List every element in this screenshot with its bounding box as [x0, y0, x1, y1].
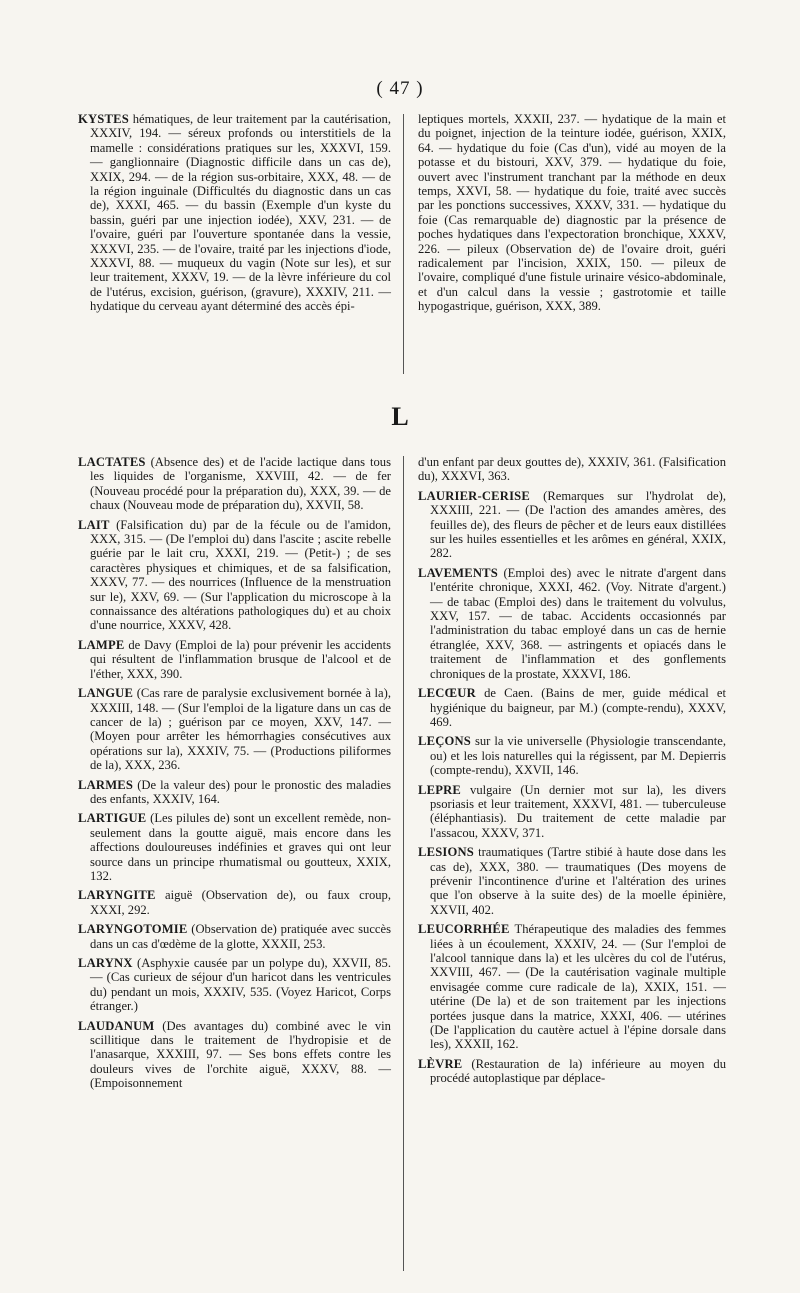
- entry-headword: LAVEMENTS: [418, 565, 498, 580]
- index-entry: [78, 518, 391, 633]
- entry-text: (Absence des) et de l'acide lactique dans tous les liquides de l'organisme, XXVIII, 42. — de fer (Nouveau procédé pour la préparation du), XXX, 39. — de chaux (Nouveau mode de préparation du), XXVII, 58.: [90, 455, 391, 513]
- entry-text: (Emploi des) avec le nitrate d'argent dans l'entérite chronique, XXXI, 462. (Voy. Nitrate d'argent.) — de tabac (Emploi des) dans le traitement du volvulus, XXV, 157. — de tabac. Accidents occasionnés par l'administration du tabac employé dans un cas de hernie étranglée, XXV, 368. — astringents et opiacés dans le traitement de l'inflammation et des gonflements chroniques de la prostate, XXXVI, 186.: [430, 565, 726, 681]
- index-entry: [418, 1057, 726, 1086]
- column-divider: [403, 456, 404, 1271]
- entry-text: (De la valeur des) pour le pronostic des maladies des enfants, XXXIV, 164.: [90, 777, 391, 806]
- entry-headword: LÈVRE: [418, 1056, 463, 1071]
- entry-text: d'un enfant par deux gouttes de), XXXIV, 361. (Falsification du), XXXVI, 363.: [418, 455, 726, 484]
- index-entry: [78, 638, 391, 681]
- index-entry: [78, 922, 391, 951]
- index-entry: [418, 489, 726, 561]
- page-number: ( 47 ): [376, 78, 424, 99]
- index-entry: [418, 455, 726, 484]
- index-column-top-right: [418, 112, 726, 319]
- entry-text: (Falsification du) par de la fécule ou de l'amidon, XXX, 315. — (De l'emploi du) dans l'ascite ; ascite rebelle guérie par le lait cru, XXXI, 219. — (Petit-) ; de ses caractères physiques et chimiques, et de sa falsification, XXXV, 77. — des nourrices (Influence de la menstruation sur le), XXV, 69. — (Sur l'application du microscope à la connaissance des altérations pathologiques du) et au choix d'une nourrice, XXXV, 428.: [90, 517, 391, 633]
- section-letter: L: [391, 402, 409, 431]
- entry-text: (Des avantages du) combiné avec le vin scillitique dans le traitement de l'hydropisie et de l'anasarque, XXXIII, 97. — Ses bons effets contre les douleurs vives de l'orchite aiguë, XXXV, 88. — (Empoisonnement: [90, 1018, 391, 1091]
- index-entry: [78, 112, 391, 314]
- entry-headword: LEUCORRHÉE: [418, 922, 510, 937]
- entry-text: leptiques mortels, XXXII, 237. — hydatique de la main et du poignet, injection de la teinture iodée, guérison, XXIX, 64. — hydatique du foie (Cas d'un), vidé au moyen de la potasse et du bistouri, XXV, 379. — hydatique du foie, ouvert avec l'instrument tranchant par la méthode en deux temps, XXVI, 58. — hydatique du foie, traité avec succès par les ponctions successives, XXXV, 331. — hydatique du foie (Cas remarquable de) diagnostic par la présence de poches hydatiques dans l'expectoration bronchique, XXXV, 226. — pileux (Observation de) de l'ovaire droit, guéri radicalement par l'incision, XXIX, 150. — pileux de l'ovaire, compliqué d'une fistule urinaire vésico-abdominale, et d'un calcul dans la vessie ; gastrotomie et taille hypogastrique, guérison, XXX, 389.: [418, 112, 726, 314]
- entry-headword: LARYNX: [78, 956, 133, 970]
- entry-headword: LEÇONS: [418, 734, 471, 749]
- index-entry: [78, 778, 391, 807]
- entry-headword: LACTATES: [78, 455, 146, 469]
- entry-text: (Les pilules de) sont un excellent remède, non-seulement dans la goutte aiguë, mais encore dans les affections douloureuses indéfinies et graves qui ont leur source dans un principe rhumatismal ou goutteux, XXIX, 132.: [90, 811, 392, 883]
- entry-text: traumatiques (Tartre stibié à haute dose dans les cas de), XXX, 380. — traumatiques (Des moyens de prévenir l'incontinence d'urine et l'altération des urines que l'on observe à la suite des) de la moelle épinière, XXVII, 402.: [430, 845, 726, 917]
- index-entry: [78, 455, 391, 513]
- entry-text: (Observation de) pratiquée avec succès dans un cas d'œdème de la glotte, XXXII, 253.: [90, 922, 391, 951]
- entry-text: vulgaire (Un dernier mot sur la), les divers psoriasis et leur traitement, XXXVI, 481. — tuberculeuse (éléphantiasis). Du traitement de cette maladie par l'assacou, XXXV, 371.: [430, 782, 726, 840]
- entry-headword: LAMPE: [78, 637, 125, 652]
- entry-headword: LARYNGITE: [78, 888, 156, 903]
- entry-headword: LARYNGOTOMIE: [78, 922, 188, 937]
- index-entry: [418, 734, 726, 777]
- entry-text: (Remarques sur l'hydrolat de), XXXIII, 221. — (De l'action des amandes amères, des feuilles de), des fleurs de pêcher et de leurs eaux distillées sur les huiles essentielles et les arômes en général, XXIX, 282.: [430, 488, 726, 561]
- index-entry: [418, 845, 726, 917]
- index-column-top-left: [78, 112, 391, 319]
- index-entry: [418, 686, 726, 729]
- entry-headword: LECŒUR: [418, 686, 476, 701]
- entry-headword: LANGUE: [78, 686, 134, 701]
- entry-text: de Davy (Emploi de la) pour prévenir les accidents qui résultent de l'inflammation brusque de l'alcool et de l'éther, XXX, 390.: [90, 637, 391, 681]
- entry-headword: LARTIGUE: [78, 811, 147, 826]
- index-entry: [78, 686, 391, 772]
- entry-headword: LARMES: [78, 777, 134, 792]
- entry-text: sur la vie universelle (Physiologie transcendante, ou) et les lois naturelles qui la régissent, par M. Depierris (compte-rendu), XXVII, 146.: [430, 734, 726, 778]
- entry-text: (Cas rare de paralysie exclusivement bornée à la), XXXIII, 148. — (Sur l'emploi de la ligature dans un cas de cancer de la) ; guérison par ce moyen, XXV, 147. — (Moyen pour arrêter les hémorrhagies consécutives aux opérations sur la), XXXIV, 75. — (Productions piliformes de la), XXX, 236.: [90, 686, 391, 773]
- entry-headword: LESIONS: [418, 845, 474, 860]
- entry-text: aiguë (Observation de), ou faux croup, XXXI, 292.: [90, 888, 391, 917]
- entry-headword: LEPRE: [418, 782, 461, 797]
- index-entry: [418, 783, 726, 841]
- entry-text: Thérapeutique des maladies des femmes liées à un écoulement, XXXIV, 24. — (Sur l'emploi de l'alcool tannique dans la) et les ulcères du col de l'utérus, XXVIII, 467. — (De la cautérisation vaginale multiple envisagée comme cure radicale de la), XXIX, 151. — utérine (De la) et de son traitement par les injections portées jusque dans la matrice, XXXI, 406. — utérines (De l'application du cautère actuel à l'épine dorsale dans les), XXXII, 162.: [430, 922, 726, 1052]
- index-column-bottom-right: [418, 455, 726, 1091]
- index-entry: [78, 1019, 391, 1091]
- index-entry: [418, 112, 726, 314]
- column-divider: [403, 114, 404, 374]
- entry-text: hématiques, de leur traitement par la cautérisation, XXXIV, 194. — séreux profonds ou interstitiels de la mamelle : considérations pratiques sur les, XXXVI, 159. — ganglionnaire (Diagnostic difficile dans un cas de), XXIX, 294. — de la région sus-orbitaire, XXX, 48. — de la région inguinale (Difficultés du diagnostic dans un cas de), XXXI, 465. — du bassin (Exemple d'un kyste du bassin, guéri par une injection iodée), XXV, 231. — de l'ovaire, guéri par l'ouverture spontanée dans la vessie, XXXVI, 235. — de l'ovaire, traité par les injections d'iode, XXXVI, 88. — muqueux du vagin (Note sur les), et sur leur traitement, XXXV, 19. — de la lèvre inférieure du col de l'utérus, excision, guérison, (gravure), XXXIV, 211. — hydatique du cerveau ayant déterminé des accès épi-: [90, 112, 391, 314]
- entry-headword: KYSTES: [78, 112, 129, 126]
- index-column-bottom-left: [78, 455, 391, 1096]
- entry-headword: LAURIER-CERISE: [418, 488, 530, 503]
- entry-headword: LAIT: [78, 517, 110, 532]
- index-entry: [418, 566, 726, 681]
- index-entry: [78, 811, 391, 883]
- index-entry: [78, 888, 391, 917]
- entry-headword: LAUDANUM: [78, 1018, 155, 1033]
- index-entry: [78, 956, 391, 1014]
- index-entry: [418, 922, 726, 1052]
- entry-text: (Restauration de la) inférieure au moyen du procédé autoplastique par déplace-: [430, 1056, 726, 1086]
- entry-text: de Caen. (Bains de mer, guide médical et hygiénique du baigneur, par M.) (compte-rendu), XXXV, 469.: [430, 686, 726, 729]
- entry-text: (Asphyxie causée par un polype du), XXVII, 85. — (Cas curieux de séjour d'un haricot dans les ventricules du) pendant un mois, XXXIV, 535. (Voyez Haricot, Corps étranger.): [90, 956, 391, 1014]
